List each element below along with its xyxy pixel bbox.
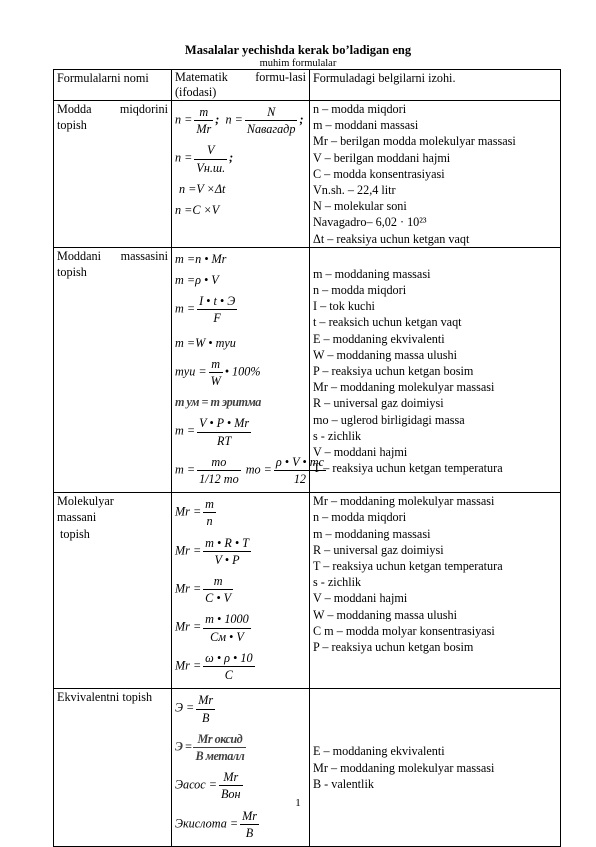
description-line: Vn.sh. – 22,4 litr	[313, 183, 396, 198]
numerator: V • P • Mr	[197, 415, 251, 432]
numerator: mо	[197, 454, 241, 471]
denominator: n	[206, 514, 213, 529]
formula-lhs: m =	[175, 462, 196, 477]
formula	[175, 808, 306, 841]
numerator: m	[194, 104, 213, 121]
formula: n = $\frac{V}{Vн.ш.}$ ;	[175, 143, 234, 175]
description-line: E – moddaning ekvivalenti	[313, 331, 445, 346]
description-line: C – modda konsentrasiyasi	[313, 166, 445, 181]
description-line: B - valentlik	[313, 776, 374, 791]
table-header-row	[54, 70, 561, 101]
formula-lhs: n =	[175, 150, 193, 165]
description-line: m – moddaning massasi	[313, 266, 431, 281]
header-formula-line1: Matematik formu-lasi	[175, 70, 306, 84]
denominator: Cм • V	[210, 629, 244, 644]
row-name-line: Ekvivalentni topish	[57, 690, 153, 705]
numerator: ω • ρ • 10	[203, 650, 254, 667]
formula-lhs: Эасос =	[175, 777, 217, 792]
page-number: 1	[295, 797, 301, 809]
row-description	[310, 689, 561, 847]
fraction	[203, 496, 216, 529]
formula-lhs: Mr =	[175, 658, 202, 673]
formula: m =ρ • V	[175, 273, 219, 288]
page-title: Masalalar yechishda kerak bo’ladigan eng	[184, 43, 412, 57]
formula-table	[53, 69, 561, 847]
denominator: 12	[293, 472, 306, 487]
row-name-line: topish	[57, 265, 87, 280]
numerator: Mr оксид	[193, 731, 246, 748]
formula	[175, 496, 306, 529]
table-row	[54, 689, 561, 847]
denominator: V • P	[214, 552, 240, 567]
fraction	[197, 454, 241, 487]
numerator: Mr	[240, 808, 259, 825]
row-name	[54, 101, 172, 248]
row-name-line: Moddani massasini	[57, 248, 168, 263]
description-line: Navagadro– 6,02 · 10²³	[313, 215, 427, 230]
fraction	[194, 142, 227, 175]
formula-lhs: Экислота =	[175, 816, 239, 831]
description-line: C m – modda molyar konsentrasiyasi	[313, 623, 495, 638]
denominator: B	[245, 825, 254, 840]
fraction	[194, 104, 213, 137]
denominator: Vн.ш.	[196, 160, 226, 175]
formula	[175, 731, 306, 764]
description-line: P – reaksiya uchun ketgan bosim	[313, 640, 474, 655]
formula-lhs: n =	[175, 112, 193, 127]
numerator: Mr	[219, 769, 243, 786]
formula-lhs: Mr =	[175, 543, 202, 558]
description-line: E – moddaning ekvivalenti	[313, 744, 445, 759]
fraction	[197, 293, 237, 326]
description-line: T – reaksiya uchun ketgan temperatura	[313, 461, 503, 476]
page-subtitle: muhim formulalar	[259, 58, 337, 69]
formula-lhs: mо =	[245, 462, 272, 477]
description-line: I – tok kuchi	[313, 299, 375, 314]
row-description	[310, 493, 561, 689]
numerator: m	[203, 573, 233, 590]
row-name	[54, 247, 172, 492]
denominator: Bон	[220, 787, 241, 802]
formula	[175, 454, 324, 487]
denominator: RT	[217, 433, 232, 448]
fraction	[274, 454, 326, 487]
row-formulas	[172, 247, 324, 492]
row-formulas	[172, 689, 310, 847]
formula	[175, 535, 306, 568]
row-formulas	[172, 493, 310, 689]
table-row	[54, 247, 561, 492]
formula-rhs: • 100%	[224, 364, 261, 379]
formula: m ум = m эритма	[175, 395, 261, 410]
table-row	[54, 493, 561, 689]
fraction	[240, 808, 259, 841]
numerator: m	[203, 496, 216, 513]
description-line: N – molekular soni	[313, 199, 407, 214]
formula	[175, 573, 306, 606]
formula	[175, 415, 306, 448]
description-line: mo – uglerod birligidagi massa	[313, 412, 465, 427]
denominator: 1/12 mо	[199, 472, 239, 487]
description-line: m – moddaning massasi	[313, 526, 431, 541]
row-description	[310, 101, 561, 248]
row-description	[310, 247, 561, 492]
numerator: m	[209, 356, 223, 373]
denominator: W	[210, 374, 221, 389]
row-name-line: massani	[57, 510, 97, 525]
formula-lhs: Э =	[175, 739, 192, 754]
description-line: n – modda miqdori	[313, 102, 407, 116]
description-line: R – universal gaz doimiysi	[313, 396, 444, 411]
formula: n = $\frac{m}{Mr}$ ; n = $\frac{N}{\text{Naвагадр}}$ ;	[175, 105, 304, 137]
description-line: W – moddaning massa ulushi	[313, 607, 457, 622]
formula	[175, 293, 306, 326]
formula: n =C ×V	[175, 203, 220, 218]
description-line: V – moddani hajmi	[313, 445, 408, 460]
description-line: W – moddaning massa ulushi	[313, 347, 457, 362]
denominator: B металл	[195, 748, 245, 763]
numerator: Mr	[196, 692, 215, 709]
header-formula	[172, 70, 310, 101]
formula	[175, 356, 306, 389]
description-line: n – modda miqdori	[313, 510, 407, 525]
row-formulas	[172, 101, 310, 248]
description-line: V – berilgan moddani hajmi	[313, 150, 451, 165]
description-line: s - zichlik	[313, 428, 362, 443]
description-line: T – reaksiya uchun ketgan temperatura	[313, 559, 503, 574]
numerator: I • t • Э	[197, 293, 237, 310]
numerator: ρ • V • mс	[274, 454, 326, 471]
row-name-line: Molekulyar	[57, 494, 114, 509]
fraction	[196, 692, 215, 725]
description-line: Δt – reaksiya uchun ketgan vaqt	[313, 231, 470, 246]
description-line: s - zichlik	[313, 575, 362, 590]
header-name: Formulalarni nomi	[54, 70, 172, 101]
description-line: Mr – moddaning molekulyar massasi	[313, 760, 495, 775]
row-name-line: topish	[57, 118, 87, 133]
fraction	[203, 650, 254, 683]
fraction	[193, 731, 246, 764]
formula-lhs: m =	[175, 423, 196, 438]
fraction	[197, 415, 251, 448]
formula	[175, 692, 306, 725]
fraction	[203, 535, 251, 568]
fraction	[203, 573, 233, 606]
formula: m =n • Mr	[175, 251, 227, 266]
formula: n =V ×Δt	[179, 181, 226, 196]
description-line: Mr – berilgan modda molekulyar massasi	[313, 134, 516, 149]
formula-lhs: mуи =	[175, 364, 207, 379]
header-description: Formuladagi belgilarni izohi.	[310, 70, 561, 101]
description-line: R – universal gaz doimiysi	[313, 542, 444, 557]
table-row	[54, 101, 561, 248]
formula	[175, 650, 306, 683]
formula-lhs: Mr =	[175, 619, 202, 634]
denominator: Naвагадр	[246, 122, 296, 137]
fraction	[203, 611, 251, 644]
description-line: Mr – moddaning molekulyar massasi	[313, 494, 495, 509]
fraction	[245, 104, 298, 137]
row-name-line: topish	[60, 526, 90, 541]
description-line: V – moddani hajmi	[313, 591, 408, 606]
numerator: V	[194, 142, 227, 159]
formula-lhs: Э =	[175, 700, 195, 715]
description-line: m – moddani massasi	[313, 118, 419, 133]
formula-lhs: Mr =	[175, 581, 202, 596]
formula-lhs: m =	[175, 301, 196, 316]
row-name	[54, 493, 172, 689]
formula: m =W • mуи	[175, 335, 236, 350]
header-formula-line2: (ifodasi)	[175, 85, 217, 99]
formula-lhs: n =	[225, 112, 243, 127]
numerator: N	[245, 104, 298, 121]
fraction	[209, 356, 223, 389]
numerator: m • R • T	[203, 535, 251, 552]
description-line: n – modda miqdori	[313, 283, 407, 298]
formula	[175, 611, 306, 644]
denominator: Mr	[196, 122, 212, 137]
row-name-line: Modda miqdorini	[57, 102, 168, 116]
description-line: P – reaksiya uchun ketgan bosim	[313, 364, 474, 379]
denominator: C	[224, 668, 233, 683]
denominator: F	[213, 311, 221, 326]
description-line: t – reaksich uchun ketgan vaqt	[313, 315, 462, 330]
formula-lhs: Mr =	[175, 504, 202, 519]
denominator: C • V	[205, 591, 232, 606]
numerator: m • 1000	[203, 611, 251, 628]
description-line: Mr – moddaning molekulyar massasi	[313, 380, 495, 395]
row-name	[54, 689, 172, 847]
denominator: B	[201, 710, 210, 725]
